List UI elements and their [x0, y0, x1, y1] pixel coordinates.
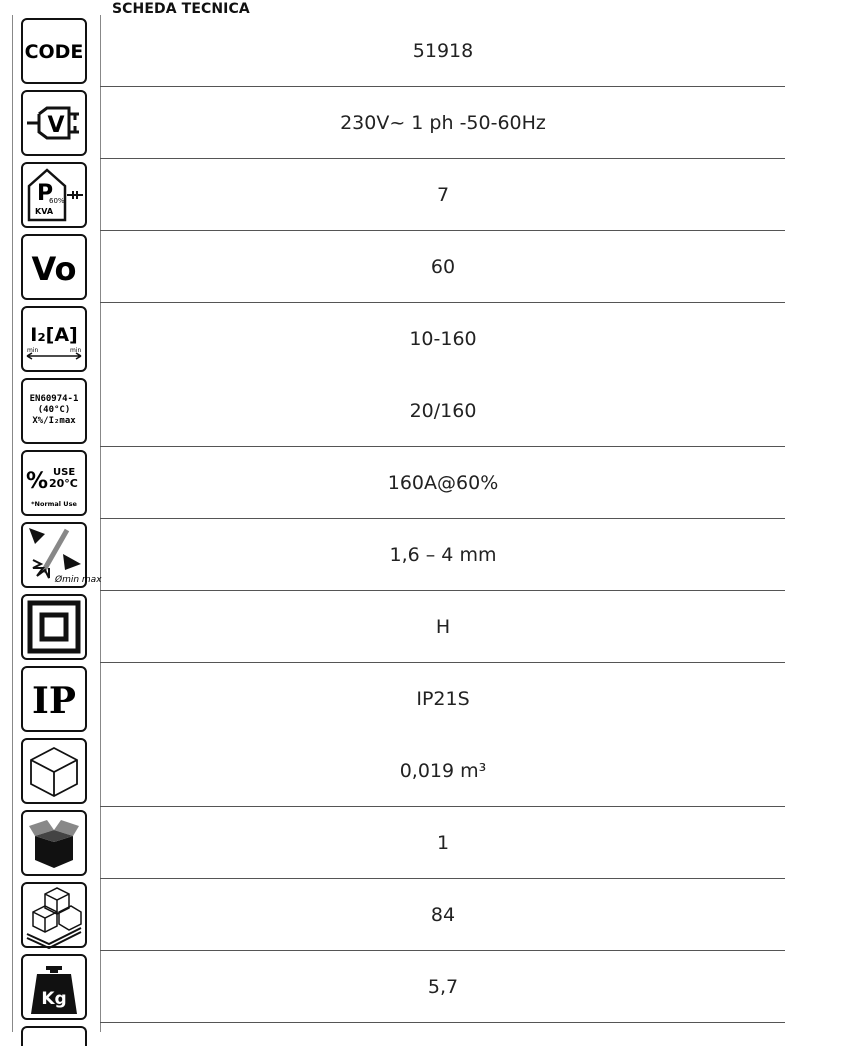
table-row [12, 87, 785, 159]
spec-value: 1,6 – 4 mm [389, 544, 497, 566]
svg-text:V: V [47, 113, 65, 138]
ip-rating-icon [21, 666, 87, 732]
svg-text:EN60974-1: EN60974-1 [29, 394, 79, 404]
plug-voltage-icon [21, 90, 87, 156]
table-row [12, 519, 785, 591]
partial-icon [21, 1026, 87, 1046]
spec-value: 1 [436, 832, 450, 854]
spec-value: 160A@60% [387, 472, 499, 494]
table-row [12, 735, 785, 807]
svg-text:CODE: CODE [24, 41, 84, 63]
electrode-diameter-icon [21, 522, 102, 588]
power-kva-icon [21, 162, 87, 228]
en60974-duty-cycle-icon [21, 378, 87, 444]
spec-value: 60 [430, 256, 456, 278]
svg-text:IP: IP [32, 680, 76, 722]
table-row [12, 1023, 785, 1035]
spec-value: 7 [436, 184, 450, 206]
svg-text:60%: 60% [49, 197, 65, 205]
table-row [12, 879, 785, 951]
spec-value: 230V~ 1 ph -50-60Hz [340, 112, 546, 134]
table-row [12, 159, 785, 231]
svg-text:min: min [70, 347, 82, 354]
svg-text:X%/I₂max: X%/I₂max [32, 416, 76, 426]
spec-value: 84 [430, 904, 456, 926]
spec-value: 10-160 [409, 328, 477, 350]
insulation-class-icon [21, 594, 87, 660]
table-row [12, 303, 785, 375]
page-title: SCHEDA TECNICA [112, 1, 250, 17]
svg-text:USE: USE [53, 467, 76, 478]
code-icon [21, 18, 87, 84]
table-row [12, 807, 785, 879]
svg-text:KVA: KVA [35, 207, 54, 216]
spec-value: 51918 [412, 40, 474, 62]
table-row [12, 231, 785, 303]
normal-use-duty-icon [21, 450, 87, 516]
svg-text:*Normal Use: *Normal Use [31, 500, 77, 508]
open-circuit-voltage-icon [21, 234, 87, 300]
svg-text:Ømin max: Ømin max [55, 575, 102, 585]
spec-value: 0,019 m³ [399, 760, 487, 782]
current-range-icon [21, 306, 87, 372]
pallet-boxes-icon [21, 882, 87, 948]
table-row [12, 375, 785, 447]
svg-text:I₂[A]: I₂[A] [30, 324, 78, 346]
table-row [12, 15, 785, 87]
package-box-icon [21, 810, 87, 876]
svg-text:(40°C): (40°C) [37, 405, 71, 415]
svg-text:%: % [26, 469, 49, 494]
svg-text:Vo: Vo [31, 250, 77, 288]
volume-cube-icon [21, 738, 87, 804]
svg-text:Kg: Kg [41, 989, 67, 1009]
svg-text:min: min [27, 347, 39, 354]
svg-text:20°C: 20°C [49, 477, 78, 490]
weight-kg-icon [21, 954, 87, 1020]
svg-text:P: P [37, 181, 54, 206]
spec-value: 20/160 [409, 400, 477, 422]
table-row [12, 447, 785, 519]
table-row [12, 951, 785, 1023]
spec-value: IP21S [416, 688, 470, 710]
table-row [12, 663, 785, 735]
spec-value: H [435, 616, 451, 638]
spec-value: 5,7 [427, 976, 459, 998]
table-row [12, 591, 785, 663]
